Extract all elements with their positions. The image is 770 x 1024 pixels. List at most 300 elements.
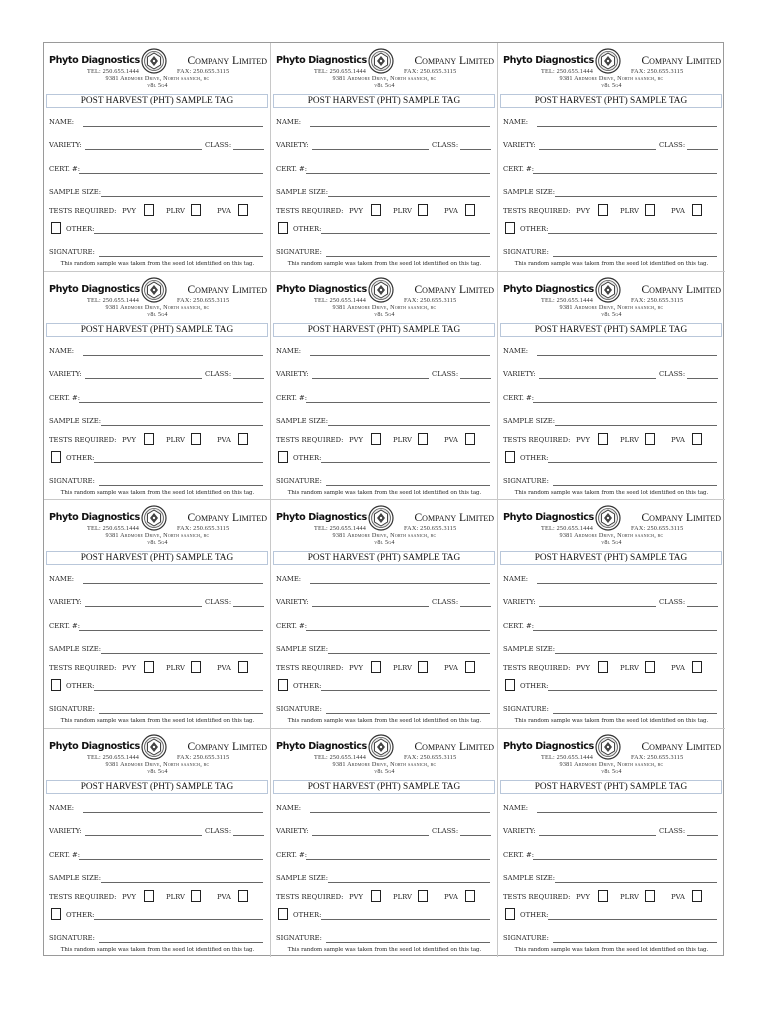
signature-row bbox=[503, 477, 718, 485]
signature-field[interactable] bbox=[99, 485, 263, 486]
other-field[interactable] bbox=[548, 233, 717, 234]
pva-checkbox[interactable] bbox=[465, 433, 475, 445]
sample-tag bbox=[498, 272, 725, 501]
tag-title: POST HARVEST (PHT) SAMPLE TAG bbox=[46, 323, 268, 337]
other-label: OTHER: bbox=[66, 682, 95, 690]
tag-header bbox=[44, 272, 271, 322]
phone-number: TEL: 250.655.1444 bbox=[314, 68, 367, 75]
postal-code: v8l 5g4 bbox=[374, 82, 395, 89]
phone-number: TEL: 250.655.1444 bbox=[314, 753, 367, 761]
tag-header bbox=[44, 729, 271, 779]
other-checkbox[interactable] bbox=[51, 222, 61, 234]
name-field[interactable] bbox=[310, 126, 490, 127]
tag-title: POST HARVEST (PHT) SAMPLE TAG bbox=[46, 551, 268, 565]
tag-sheet bbox=[43, 42, 724, 956]
tag-footer-note: This random sample was taken from the seed lot identified on this tag. bbox=[60, 489, 255, 496]
sample-size-field[interactable] bbox=[101, 653, 263, 654]
plrv-checkbox[interactable] bbox=[191, 890, 201, 902]
other-field[interactable] bbox=[548, 462, 717, 463]
plrv-checkbox[interactable] bbox=[645, 661, 655, 673]
sample-size-row bbox=[503, 417, 718, 425]
name-field[interactable] bbox=[537, 355, 717, 356]
fax-number: FAX: 250.655.3115 bbox=[404, 525, 457, 532]
sample-size-field[interactable] bbox=[555, 653, 717, 654]
postal-code: v8l 5g4 bbox=[147, 539, 168, 546]
pvy-checkbox[interactable] bbox=[371, 890, 381, 902]
test-pva-label: PVA bbox=[217, 664, 231, 672]
name-label: NAME: bbox=[503, 346, 529, 355]
tag-header bbox=[498, 729, 725, 779]
variety-row bbox=[503, 827, 718, 835]
postal-code: v8l 5g4 bbox=[374, 767, 395, 775]
variety-label: VARIETY: bbox=[49, 369, 82, 378]
other-checkbox[interactable] bbox=[505, 679, 515, 691]
plrv-checkbox[interactable] bbox=[418, 433, 428, 445]
sample-size-field[interactable] bbox=[555, 425, 717, 426]
pvy-checkbox[interactable] bbox=[371, 433, 381, 445]
name-row bbox=[503, 804, 718, 812]
name-row bbox=[49, 347, 264, 355]
sample-size-row bbox=[49, 188, 264, 196]
other-field[interactable] bbox=[321, 919, 490, 920]
sample-tag bbox=[44, 729, 271, 958]
cert-field[interactable] bbox=[79, 630, 263, 631]
name-row bbox=[276, 118, 491, 126]
cert-field[interactable] bbox=[533, 859, 717, 860]
cert-field[interactable] bbox=[79, 859, 263, 860]
cert-label: CERT. #: bbox=[503, 393, 535, 402]
tag-header bbox=[271, 729, 498, 779]
name-field[interactable] bbox=[83, 126, 263, 127]
cert-label: CERT. #: bbox=[276, 850, 308, 859]
signature-label: SIGNATURE: bbox=[503, 248, 549, 256]
class-field[interactable] bbox=[687, 378, 718, 379]
cert-field[interactable] bbox=[306, 859, 490, 860]
sample-size-field[interactable] bbox=[328, 425, 490, 426]
name-row bbox=[503, 118, 718, 126]
postal-code: v8l 5g4 bbox=[601, 310, 622, 318]
variety-field[interactable] bbox=[539, 378, 656, 379]
postal-code: v8l 5g4 bbox=[374, 539, 395, 546]
class-field[interactable] bbox=[233, 378, 264, 379]
cert-field[interactable] bbox=[533, 630, 717, 631]
test-pvy-label: PVY bbox=[122, 435, 136, 444]
cert-field[interactable] bbox=[306, 173, 490, 174]
plrv-checkbox[interactable] bbox=[645, 433, 655, 445]
pva-checkbox[interactable] bbox=[692, 890, 702, 902]
variety-row bbox=[276, 141, 491, 149]
pva-checkbox[interactable] bbox=[465, 890, 475, 902]
pva-checkbox[interactable] bbox=[238, 433, 248, 445]
signature-field[interactable] bbox=[553, 942, 717, 943]
cert-row bbox=[276, 851, 491, 859]
plrv-checkbox[interactable] bbox=[418, 661, 428, 673]
name-field[interactable] bbox=[537, 583, 717, 584]
name-field[interactable] bbox=[310, 583, 490, 584]
company-name-left: Phyto Diagnostics bbox=[276, 283, 367, 295]
variety-label: VARIETY: bbox=[276, 826, 309, 835]
pvy-checkbox[interactable] bbox=[144, 661, 154, 673]
variety-row bbox=[276, 827, 491, 835]
class-field[interactable] bbox=[233, 606, 264, 607]
name-field[interactable] bbox=[537, 126, 717, 127]
tag-header bbox=[271, 500, 498, 550]
cert-row bbox=[49, 394, 264, 402]
signature-label: SIGNATURE: bbox=[49, 248, 95, 256]
test-plrv-label: PLRV bbox=[166, 435, 185, 444]
tag-header bbox=[498, 272, 725, 322]
sample-size-label: SAMPLE SIZE: bbox=[276, 873, 329, 882]
other-checkbox[interactable] bbox=[505, 451, 515, 463]
other-field[interactable] bbox=[94, 233, 263, 234]
other-field[interactable] bbox=[94, 462, 263, 463]
company-name-right: Company Limited bbox=[187, 55, 267, 67]
phone-number: TEL: 250.655.1444 bbox=[541, 753, 594, 761]
class-label: CLASS: bbox=[205, 141, 232, 149]
plrv-checkbox[interactable] bbox=[191, 204, 201, 216]
sample-size-row bbox=[49, 417, 264, 425]
tests-row bbox=[503, 436, 718, 444]
phone-number: TEL: 250.655.1444 bbox=[87, 753, 140, 761]
pvy-checkbox[interactable] bbox=[371, 661, 381, 673]
other-label: OTHER: bbox=[520, 682, 549, 690]
fax-number: FAX: 250.655.3115 bbox=[631, 753, 684, 761]
name-label: NAME: bbox=[503, 803, 529, 812]
name-field[interactable] bbox=[83, 355, 263, 356]
name-label: NAME: bbox=[503, 575, 529, 583]
tests-required-label: TESTS REQUIRED: bbox=[49, 892, 117, 901]
tag-footer-note: This random sample was taken from the seed lot identified on this tag. bbox=[514, 261, 709, 267]
sample-size-field[interactable] bbox=[101, 196, 263, 197]
class-field[interactable] bbox=[687, 835, 718, 836]
signature-field[interactable] bbox=[326, 256, 490, 257]
cert-field[interactable] bbox=[79, 173, 263, 174]
sample-size-field[interactable] bbox=[101, 882, 263, 883]
variety-field[interactable] bbox=[312, 606, 429, 607]
other-field[interactable] bbox=[548, 690, 717, 691]
cert-field[interactable] bbox=[533, 402, 717, 403]
name-field[interactable] bbox=[537, 812, 717, 813]
signature-row bbox=[276, 705, 491, 713]
company-address: 9381 Ardmore Drive, North saanich, bc bbox=[105, 760, 210, 768]
signature-row bbox=[49, 705, 264, 713]
variety-label: VARIETY: bbox=[276, 369, 309, 378]
variety-row bbox=[503, 141, 718, 149]
other-field[interactable] bbox=[548, 919, 717, 920]
cert-field[interactable] bbox=[79, 402, 263, 403]
cert-field[interactable] bbox=[306, 630, 490, 631]
sample-size-field[interactable] bbox=[328, 653, 490, 654]
compass-seal-logo-icon bbox=[595, 734, 621, 760]
cert-label: CERT. #: bbox=[49, 622, 81, 630]
test-pva-label: PVA bbox=[217, 435, 231, 444]
variety-field[interactable] bbox=[539, 606, 656, 607]
test-pvy-label: PVY bbox=[576, 664, 590, 672]
phone-number: TEL: 250.655.1444 bbox=[87, 296, 140, 304]
name-label: NAME: bbox=[276, 346, 302, 355]
company-address: 9381 Ardmore Drive, North saanich, bc bbox=[105, 303, 210, 311]
other-field[interactable] bbox=[94, 690, 263, 691]
signature-field[interactable] bbox=[99, 256, 263, 257]
signature-label: SIGNATURE: bbox=[276, 248, 322, 256]
name-row bbox=[49, 575, 264, 583]
pvy-checkbox[interactable] bbox=[598, 204, 608, 216]
company-address: 9381 Ardmore Drive, North saanich, bc bbox=[105, 75, 210, 82]
variety-label: VARIETY: bbox=[276, 598, 309, 606]
other-checkbox[interactable] bbox=[51, 451, 61, 463]
tag-title: POST HARVEST (PHT) SAMPLE TAG bbox=[46, 94, 268, 108]
postal-code: v8l 5g4 bbox=[147, 310, 168, 318]
variety-field[interactable] bbox=[539, 835, 656, 836]
test-pva-label: PVA bbox=[671, 892, 685, 901]
variety-row bbox=[276, 370, 491, 378]
name-row bbox=[276, 804, 491, 812]
pvy-checkbox[interactable] bbox=[598, 433, 608, 445]
test-pva-label: PVA bbox=[444, 664, 458, 672]
plrv-checkbox[interactable] bbox=[191, 433, 201, 445]
signature-field[interactable] bbox=[326, 713, 490, 714]
class-field[interactable] bbox=[233, 149, 264, 150]
other-checkbox[interactable] bbox=[278, 679, 288, 691]
signature-label: SIGNATURE: bbox=[49, 705, 95, 713]
name-label: NAME: bbox=[49, 118, 75, 126]
other-field[interactable] bbox=[321, 233, 490, 234]
company-name-left: Phyto Diagnostics bbox=[503, 283, 594, 295]
sample-size-label: SAMPLE SIZE: bbox=[276, 416, 329, 425]
name-label: NAME: bbox=[276, 575, 302, 583]
sample-size-field[interactable] bbox=[328, 196, 490, 197]
other-label: OTHER: bbox=[520, 910, 549, 919]
phone-number: TEL: 250.655.1444 bbox=[541, 296, 594, 304]
cert-field[interactable] bbox=[533, 173, 717, 174]
company-name-left: Phyto Diagnostics bbox=[503, 512, 594, 523]
phone-number: TEL: 250.655.1444 bbox=[314, 525, 367, 532]
tests-row bbox=[276, 207, 491, 215]
fax-number: FAX: 250.655.3115 bbox=[177, 296, 230, 304]
class-field[interactable] bbox=[460, 149, 491, 150]
variety-field[interactable] bbox=[312, 378, 429, 379]
plrv-checkbox[interactable] bbox=[645, 890, 655, 902]
name-label: NAME: bbox=[276, 803, 302, 812]
cert-row bbox=[503, 165, 718, 173]
tag-footer-note: This random sample was taken from the seed lot identified on this tag. bbox=[514, 489, 709, 496]
compass-seal-logo-icon bbox=[141, 48, 167, 74]
test-pvy-label: PVY bbox=[122, 664, 136, 672]
pvy-checkbox[interactable] bbox=[144, 433, 154, 445]
sample-size-row bbox=[49, 874, 264, 882]
test-plrv-label: PLRV bbox=[166, 892, 185, 901]
pvy-checkbox[interactable] bbox=[144, 890, 154, 902]
test-plrv-label: PLRV bbox=[620, 892, 639, 901]
tests-row bbox=[503, 893, 718, 901]
cert-row bbox=[49, 165, 264, 173]
test-plrv-label: PLRV bbox=[620, 435, 639, 444]
variety-field[interactable] bbox=[539, 149, 656, 150]
tests-required-label: TESTS REQUIRED: bbox=[276, 892, 344, 901]
sample-tag bbox=[271, 43, 498, 272]
fax-number: FAX: 250.655.3115 bbox=[404, 753, 457, 761]
compass-seal-logo-icon bbox=[595, 505, 621, 531]
sample-size-field[interactable] bbox=[555, 882, 717, 883]
signature-label: SIGNATURE: bbox=[503, 933, 549, 942]
other-checkbox[interactable] bbox=[505, 222, 515, 234]
sample-tag bbox=[271, 500, 498, 729]
pvy-checkbox[interactable] bbox=[598, 661, 608, 673]
compass-seal-logo-icon bbox=[595, 48, 621, 74]
variety-row bbox=[49, 598, 264, 606]
tests-row bbox=[276, 664, 491, 672]
class-label: CLASS: bbox=[659, 826, 686, 835]
signature-field[interactable] bbox=[99, 713, 263, 714]
class-field[interactable] bbox=[687, 606, 718, 607]
company-name-left: Phyto Diagnostics bbox=[49, 740, 140, 752]
pva-checkbox[interactable] bbox=[692, 433, 702, 445]
phone-number: TEL: 250.655.1444 bbox=[541, 68, 594, 75]
class-label: CLASS: bbox=[432, 598, 459, 606]
other-checkbox[interactable] bbox=[278, 222, 288, 234]
class-field[interactable] bbox=[687, 149, 718, 150]
name-field[interactable] bbox=[310, 812, 490, 813]
test-pva-label: PVA bbox=[217, 892, 231, 901]
company-name-right: Company Limited bbox=[187, 740, 267, 753]
signature-field[interactable] bbox=[326, 485, 490, 486]
postal-code: v8l 5g4 bbox=[601, 82, 622, 89]
sample-size-field[interactable] bbox=[101, 425, 263, 426]
other-field[interactable] bbox=[321, 690, 490, 691]
company-name-left: Phyto Diagnostics bbox=[276, 55, 367, 66]
variety-label: VARIETY: bbox=[503, 826, 536, 835]
signature-field[interactable] bbox=[99, 942, 263, 943]
pva-checkbox[interactable] bbox=[692, 661, 702, 673]
other-checkbox[interactable] bbox=[505, 908, 515, 920]
other-label: OTHER: bbox=[293, 682, 322, 690]
sample-size-row bbox=[276, 874, 491, 882]
pvy-checkbox[interactable] bbox=[144, 204, 154, 216]
sample-size-label: SAMPLE SIZE: bbox=[503, 873, 556, 882]
pva-checkbox[interactable] bbox=[692, 204, 702, 216]
tag-footer-note: This random sample was taken from the seed lot identified on this tag. bbox=[514, 946, 709, 953]
test-pva-label: PVA bbox=[671, 207, 685, 215]
variety-field[interactable] bbox=[85, 606, 202, 607]
class-label: CLASS: bbox=[205, 598, 232, 606]
name-field[interactable] bbox=[83, 812, 263, 813]
signature-field[interactable] bbox=[553, 713, 717, 714]
test-pva-label: PVA bbox=[671, 435, 685, 444]
tag-footer-note: This random sample was taken from the seed lot identified on this tag. bbox=[60, 261, 255, 267]
signature-field[interactable] bbox=[553, 485, 717, 486]
cert-label: CERT. #: bbox=[49, 165, 81, 173]
class-field[interactable] bbox=[460, 378, 491, 379]
tag-title: POST HARVEST (PHT) SAMPLE TAG bbox=[46, 780, 268, 794]
pva-checkbox[interactable] bbox=[465, 661, 475, 673]
other-label: OTHER: bbox=[66, 453, 95, 462]
tests-required-label: TESTS REQUIRED: bbox=[49, 435, 117, 444]
name-field[interactable] bbox=[310, 355, 490, 356]
name-row bbox=[503, 347, 718, 355]
tag-header bbox=[498, 43, 725, 93]
plrv-checkbox[interactable] bbox=[418, 204, 428, 216]
plrv-checkbox[interactable] bbox=[645, 204, 655, 216]
company-name-left: Phyto Diagnostics bbox=[503, 740, 594, 752]
class-label: CLASS: bbox=[432, 141, 459, 149]
name-label: NAME: bbox=[503, 118, 529, 126]
other-field[interactable] bbox=[94, 919, 263, 920]
variety-field[interactable] bbox=[85, 149, 202, 150]
company-name-right: Company Limited bbox=[641, 55, 721, 67]
fax-number: FAX: 250.655.3115 bbox=[177, 525, 230, 532]
company-address: 9381 Ardmore Drive, North saanich, bc bbox=[559, 760, 664, 768]
name-field[interactable] bbox=[83, 583, 263, 584]
sample-tag bbox=[271, 272, 498, 501]
class-field[interactable] bbox=[460, 835, 491, 836]
pva-checkbox[interactable] bbox=[238, 890, 248, 902]
other-checkbox[interactable] bbox=[51, 908, 61, 920]
pva-checkbox[interactable] bbox=[238, 204, 248, 216]
variety-field[interactable] bbox=[312, 149, 429, 150]
other-checkbox[interactable] bbox=[278, 451, 288, 463]
tests-required-label: TESTS REQUIRED: bbox=[503, 435, 571, 444]
company-name-left: Phyto Diagnostics bbox=[49, 512, 140, 523]
tag-title: POST HARVEST (PHT) SAMPLE TAG bbox=[273, 323, 495, 337]
tests-row bbox=[503, 207, 718, 215]
test-pva-label: PVA bbox=[444, 207, 458, 215]
signature-field[interactable] bbox=[553, 256, 717, 257]
fax-number: FAX: 250.655.3115 bbox=[631, 68, 684, 75]
sample-size-row bbox=[276, 417, 491, 425]
cert-label: CERT. #: bbox=[49, 850, 81, 859]
other-checkbox[interactable] bbox=[51, 679, 61, 691]
class-field[interactable] bbox=[460, 606, 491, 607]
tests-required-label: TESTS REQUIRED: bbox=[503, 892, 571, 901]
company-name-right: Company Limited bbox=[414, 512, 494, 524]
signature-field[interactable] bbox=[326, 942, 490, 943]
tests-row bbox=[49, 436, 264, 444]
tests-required-label: TESTS REQUIRED: bbox=[276, 207, 344, 215]
compass-seal-logo-icon bbox=[141, 734, 167, 760]
company-address: 9381 Ardmore Drive, North saanich, bc bbox=[332, 75, 437, 82]
class-field[interactable] bbox=[233, 835, 264, 836]
compass-seal-logo-icon bbox=[368, 734, 394, 760]
company-address: 9381 Ardmore Drive, North saanich, bc bbox=[332, 303, 437, 311]
signature-row bbox=[503, 934, 718, 942]
fax-number: FAX: 250.655.3115 bbox=[404, 68, 457, 75]
sample-size-field[interactable] bbox=[555, 196, 717, 197]
other-label: OTHER: bbox=[66, 910, 95, 919]
sample-size-row bbox=[276, 645, 491, 653]
pva-checkbox[interactable] bbox=[465, 204, 475, 216]
company-name-left: Phyto Diagnostics bbox=[503, 55, 594, 66]
variety-field[interactable] bbox=[85, 835, 202, 836]
plrv-checkbox[interactable] bbox=[418, 890, 428, 902]
pvy-checkbox[interactable] bbox=[371, 204, 381, 216]
name-label: NAME: bbox=[276, 118, 302, 126]
pva-checkbox[interactable] bbox=[238, 661, 248, 673]
variety-field[interactable] bbox=[85, 378, 202, 379]
other-checkbox[interactable] bbox=[278, 908, 288, 920]
pvy-checkbox[interactable] bbox=[598, 890, 608, 902]
sample-tag bbox=[498, 43, 725, 272]
plrv-checkbox[interactable] bbox=[191, 661, 201, 673]
test-pvy-label: PVY bbox=[349, 892, 363, 901]
signature-row bbox=[503, 248, 718, 256]
name-row bbox=[276, 575, 491, 583]
test-pvy-label: PVY bbox=[576, 892, 590, 901]
signature-row bbox=[276, 248, 491, 256]
variety-field[interactable] bbox=[312, 835, 429, 836]
sample-size-field[interactable] bbox=[328, 882, 490, 883]
cert-field[interactable] bbox=[306, 402, 490, 403]
other-field[interactable] bbox=[321, 462, 490, 463]
